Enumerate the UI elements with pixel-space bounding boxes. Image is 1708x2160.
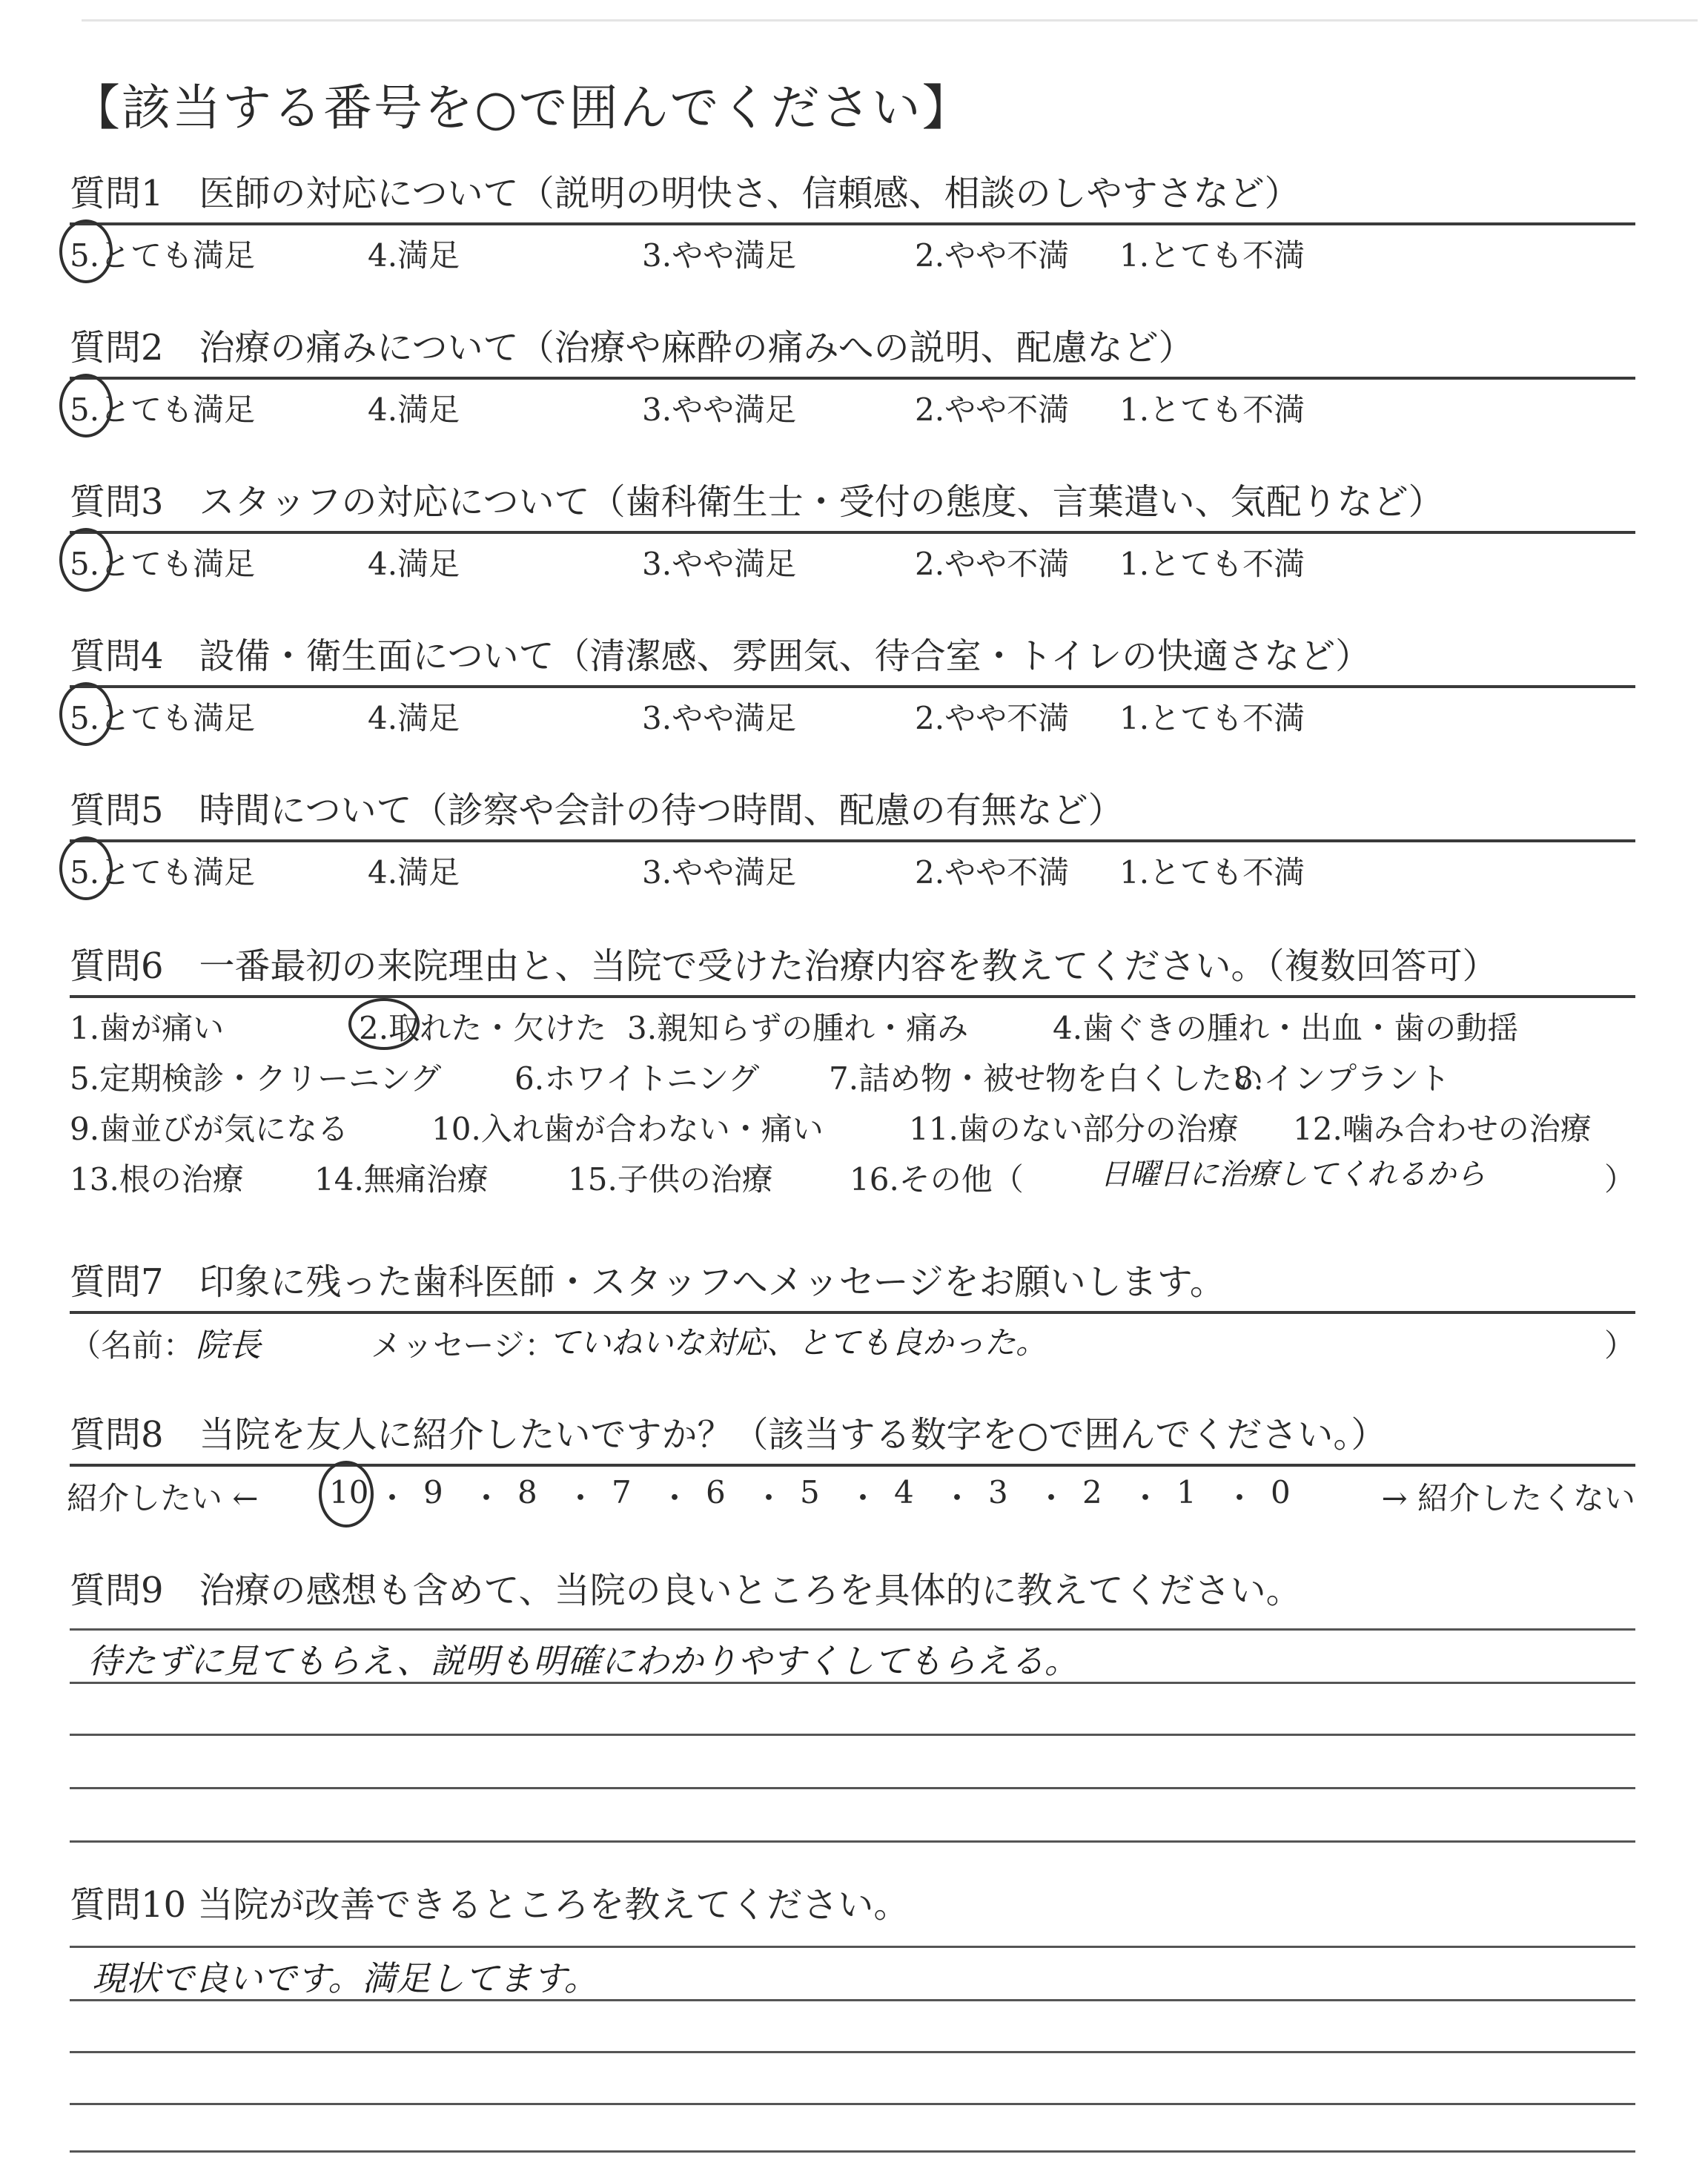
question-3-title: 質問3 スタッフの対応について（歯科衛生士・受付の態度、言葉遣い、気配りなど）	[70, 481, 1444, 523]
question-2	[70, 323, 1635, 427]
scale-number[interactable]: 7	[612, 1474, 632, 1510]
question-5	[70, 786, 1635, 890]
question-7-title: 質問7 印象に残った歯科医師・スタッフへメッセージをお願いします。	[70, 1261, 1225, 1303]
answer-line	[70, 2103, 1635, 2105]
question-4-rule	[70, 685, 1635, 688]
answer-line	[70, 1787, 1635, 1789]
name-answer[interactable]: 院長	[196, 1327, 261, 1364]
name-label: （名前：	[70, 1327, 195, 1364]
question-1-options	[70, 227, 1635, 273]
scale-number[interactable]: 4	[894, 1474, 914, 1510]
question-5-rule	[70, 839, 1635, 842]
rating-option[interactable]: 4.満足	[368, 392, 460, 428]
scale-number[interactable]: 1	[1176, 1474, 1196, 1510]
scale-number[interactable]: 8	[517, 1474, 537, 1510]
question-1-title: 質問1 医師の対応について（説明の明快さ、信頼感、相談のしやすさなど）	[70, 173, 1300, 214]
q6-option[interactable]: 15.子供の治療	[568, 1161, 773, 1198]
q6-option[interactable]: 4.歯ぐきの腫れ・出血・歯の動揺	[1053, 1010, 1519, 1046]
rating-option[interactable]: 2.やや不満	[915, 392, 1070, 428]
q6-option[interactable]: 3.親知らずの腫れ・痛み	[627, 1010, 969, 1046]
selection-circle	[319, 1461, 374, 1527]
question-10-title: 質問10 当院が改善できるところを教えてください。	[70, 1884, 910, 1926]
question-3-options	[70, 535, 1635, 581]
q6-option[interactable]: 2.取れた・欠けた	[359, 1010, 607, 1046]
question-9	[70, 1566, 1635, 1681]
q6-option[interactable]: 10.入れ歯が合わない・痛い	[431, 1111, 824, 1147]
message-label: メッセージ：	[371, 1327, 556, 1364]
answer-line	[70, 1734, 1635, 1736]
question-3	[70, 478, 1635, 581]
referral-scale	[67, 1470, 1635, 1517]
question-2-title: 質問2 治療の痛みについて（治療や麻酔の痛みへの説明、配慮など）	[70, 327, 1194, 369]
question-6-options	[70, 998, 1635, 1206]
message-close-paren: ）	[1603, 1327, 1635, 1364]
rating-option[interactable]: 1.とても不満	[1119, 392, 1305, 428]
scale-number[interactable]: 6	[706, 1474, 726, 1510]
rating-option[interactable]: 2.やや不満	[915, 546, 1070, 582]
scale-separator: ・	[1130, 1480, 1162, 1516]
answer-line	[70, 1946, 1635, 1948]
rating-option[interactable]: 1.とても不満	[1119, 854, 1305, 891]
scale-number[interactable]: 3	[988, 1474, 1008, 1510]
scale-number[interactable]: 0	[1271, 1474, 1291, 1510]
question-4-title: 質問4 設備・衛生面について（清潔感、雰囲気、待合室・トイレの快適さなど）	[70, 635, 1371, 677]
question-5-title: 質問5 時間について（診察や会計の待つ時間、配慮の有無など）	[70, 790, 1124, 831]
selection-circle	[59, 836, 113, 900]
answer-line	[70, 1840, 1635, 1843]
question-8-rule	[70, 1464, 1635, 1467]
rating-option[interactable]: 1.とても不満	[1119, 546, 1305, 582]
scale-right-label: → 紹介したくない	[1381, 1480, 1635, 1516]
q6-option[interactable]: 16.その他（	[850, 1161, 1024, 1198]
question-6-title: 質問6 一番最初の来院理由と、当院で受けた治療内容を教えてください。（複数回答可）	[70, 945, 1498, 987]
question-7	[70, 1258, 1635, 1363]
question-5-options	[70, 844, 1635, 890]
scale-separator: ・	[377, 1480, 408, 1516]
q6-option[interactable]: 5.定期検診・クリーニング	[70, 1060, 442, 1097]
rating-option[interactable]: 2.やや不満	[915, 237, 1070, 274]
question-2-options	[70, 381, 1635, 427]
scale-number[interactable]: 10	[329, 1474, 369, 1510]
answer-line	[70, 2150, 1635, 2153]
question-7-rule	[70, 1311, 1635, 1314]
q6-option[interactable]: 12.噛み合わせの治療	[1293, 1111, 1592, 1147]
scale-separator: ・	[753, 1480, 785, 1516]
q6-other-close-paren: ）	[1603, 1161, 1635, 1198]
scale-separator: ・	[1036, 1480, 1068, 1516]
question-6	[70, 942, 1635, 1206]
answer-line	[70, 1628, 1635, 1631]
q6-option[interactable]: 9.歯並びが気になる	[70, 1111, 349, 1147]
q6-option[interactable]: 7.詰め物・被せ物を白くしたい	[829, 1060, 1264, 1097]
question-3-rule	[70, 531, 1635, 534]
rating-option[interactable]: 4.満足	[368, 700, 460, 736]
q6-option[interactable]: 1.歯が痛い	[70, 1010, 225, 1046]
answer-line	[70, 1999, 1635, 2001]
question-8	[67, 1410, 1635, 1517]
rating-option[interactable]: 5.とても満足	[70, 700, 256, 736]
rating-option[interactable]: 3.やや満足	[642, 237, 797, 274]
q6-option[interactable]: 6.ホワイトニング	[514, 1060, 760, 1097]
rating-option[interactable]: 5.とても満足	[70, 546, 256, 582]
q6-other-answer[interactable]: 日曜日に治療してくれるから	[1100, 1157, 1486, 1192]
rating-option[interactable]: 2.やや不満	[915, 854, 1070, 891]
question-7-response-row	[70, 1317, 1635, 1363]
q6-option[interactable]: 14.無痛治療	[314, 1161, 489, 1198]
rating-option[interactable]: 1.とても不満	[1119, 700, 1305, 736]
question-4	[70, 632, 1635, 736]
rating-option[interactable]: 5.とても満足	[70, 237, 256, 274]
question-1-rule	[70, 222, 1635, 225]
question-9-title: 質問9 治療の感想も含めて、当院の良いところを具体的に教えてください。	[70, 1570, 1302, 1611]
answer-line	[70, 1682, 1635, 1684]
selection-circle	[348, 998, 420, 1050]
q6-option[interactable]: 13.根の治療	[70, 1161, 244, 1198]
form-heading: 【該当する番号を○で囲んでください】	[71, 79, 973, 136]
scale-separator: ・	[941, 1480, 973, 1516]
rating-option[interactable]: 4.満足	[368, 854, 460, 891]
question-10-answer[interactable]: 現状で良いです。満足してます。	[92, 1958, 598, 1998]
scale-separator: ・	[471, 1480, 503, 1516]
question-1	[70, 169, 1635, 273]
rating-option[interactable]: 2.やや不満	[915, 700, 1070, 736]
question-8-title: 質問8 当院を友人に紹介したいですか？（該当する数字を○で囲んでください。）	[70, 1414, 1387, 1456]
question-4-options	[70, 690, 1635, 736]
scale-separator: ・	[659, 1480, 691, 1516]
answer-line	[70, 2051, 1635, 2053]
scale-number[interactable]: 2	[1082, 1474, 1102, 1510]
scale-separator: ・	[565, 1480, 597, 1516]
rating-option[interactable]: 3.やや満足	[642, 392, 797, 428]
question-2-rule	[70, 377, 1635, 380]
scale-number[interactable]: 9	[423, 1474, 443, 1510]
question-9-answer[interactable]: 待たずに見てもらえ、説明も明確にわかりやすくしてもらえる。	[87, 1641, 1079, 1681]
rating-option[interactable]: 3.やや満足	[642, 854, 797, 891]
rating-option[interactable]: 4.満足	[368, 546, 460, 582]
q6-option[interactable]: 11.歯のない部分の治療	[909, 1111, 1239, 1147]
selection-circle	[59, 528, 113, 592]
scale-number[interactable]: 5	[800, 1474, 820, 1510]
rating-option[interactable]: 4.満足	[368, 237, 460, 274]
scale-left-label: 紹介したい ←	[67, 1480, 259, 1516]
selection-circle	[59, 682, 113, 746]
question-10	[70, 1880, 1635, 1998]
selection-circle	[59, 374, 113, 437]
rating-option[interactable]: 3.やや満足	[642, 700, 797, 736]
rating-option[interactable]: 5.とても満足	[70, 854, 256, 891]
message-answer[interactable]: ていねいな対応、とても良かった。	[549, 1324, 1047, 1361]
selection-circle	[59, 219, 113, 283]
rating-option[interactable]: 1.とても不満	[1119, 237, 1305, 274]
rating-option[interactable]: 5.とても満足	[70, 392, 256, 428]
scale-separator: ・	[847, 1480, 879, 1516]
scan-edge-line	[82, 19, 1698, 22]
q6-option[interactable]: 8.インプラント	[1234, 1060, 1451, 1097]
rating-option[interactable]: 3.やや満足	[642, 546, 797, 582]
scale-separator: ・	[1224, 1480, 1256, 1516]
